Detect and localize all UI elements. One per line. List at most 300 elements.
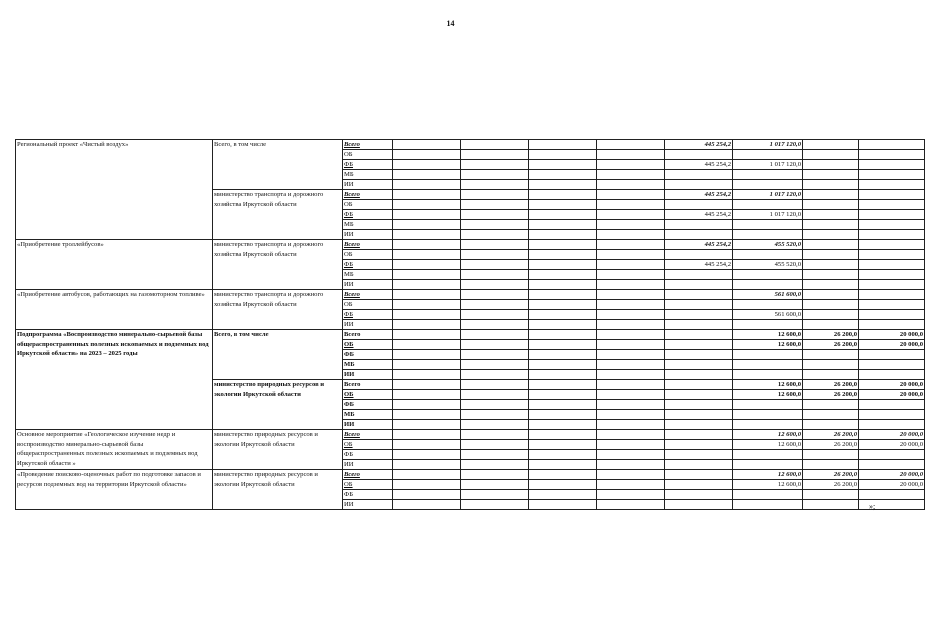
amount-cell [803, 250, 859, 260]
funding-source-cell: ФБ [343, 260, 393, 270]
funding-source-cell: ФБ [343, 210, 393, 220]
funding-source-cell: ОБ [343, 200, 393, 210]
amount-cell [529, 220, 597, 230]
amount-cell: 20 000,0 [859, 480, 925, 490]
funding-source-cell: ИИ [343, 180, 393, 190]
amount-cell [597, 490, 665, 500]
funding-source-cell: Всего [343, 430, 393, 440]
amount-cell [393, 480, 461, 490]
amount-cell: 20 000,0 [859, 390, 925, 400]
amount-cell [597, 340, 665, 350]
amount-cell [733, 230, 803, 240]
amount-cell [461, 400, 529, 410]
closing-mark: »; [869, 502, 876, 511]
funding-source-cell: ФБ [343, 350, 393, 360]
amount-cell [461, 270, 529, 280]
amount-cell: 26 200,0 [803, 470, 859, 480]
amount-cell [461, 480, 529, 490]
amount-cell [859, 210, 925, 220]
amount-cell [393, 470, 461, 480]
amount-cell [393, 160, 461, 170]
amount-cell: 20 000,0 [859, 440, 925, 450]
amount-cell [859, 260, 925, 270]
amount-cell [733, 500, 803, 510]
amount-cell [597, 230, 665, 240]
executor-cell: министерство природных ресурсов и экологии Иркутской области [213, 430, 343, 470]
amount-cell [733, 420, 803, 430]
amount-cell: 26 200,0 [803, 330, 859, 340]
amount-cell [803, 240, 859, 250]
amount-cell [665, 440, 733, 450]
amount-cell [803, 450, 859, 460]
executor-cell: министерство транспорта и дорожного хозяйства Иркутской области [213, 190, 343, 240]
funding-source-cell: ОБ [343, 150, 393, 160]
amount-cell [393, 350, 461, 360]
amount-cell: 445 254,2 [665, 190, 733, 200]
amount-cell: 1 017 120,0 [733, 160, 803, 170]
amount-cell [665, 230, 733, 240]
amount-cell [733, 350, 803, 360]
amount-cell: 561 600,0 [733, 290, 803, 300]
amount-cell [597, 260, 665, 270]
amount-cell: 561 600,0 [733, 310, 803, 320]
amount-cell [859, 450, 925, 460]
program-cell: «Приобретение автобусов, работающих на газомоторном топливе» [16, 290, 213, 330]
amount-cell [393, 390, 461, 400]
amount-cell [529, 330, 597, 340]
amount-cell [461, 500, 529, 510]
amount-cell [859, 180, 925, 190]
amount-cell [665, 500, 733, 510]
amount-cell [529, 160, 597, 170]
amount-cell [529, 250, 597, 260]
amount-cell [529, 480, 597, 490]
table-row [16, 430, 925, 440]
amount-cell [461, 230, 529, 240]
amount-cell [461, 160, 529, 170]
amount-cell [665, 280, 733, 290]
amount-cell: 26 200,0 [803, 430, 859, 440]
amount-cell [665, 430, 733, 440]
amount-cell [859, 280, 925, 290]
program-cell: Региональный проект «Чистый воздух» [16, 140, 213, 240]
funding-source-cell: ИИ [343, 320, 393, 330]
executor-cell: министерство природных ресурсов и экологии Иркутской области [213, 470, 343, 510]
amount-cell [529, 440, 597, 450]
amount-cell [665, 340, 733, 350]
amount-cell [597, 190, 665, 200]
amount-cell [597, 320, 665, 330]
amount-cell [393, 270, 461, 280]
amount-cell: 12 600,0 [733, 380, 803, 390]
amount-cell: 445 254,2 [665, 240, 733, 250]
amount-cell [461, 300, 529, 310]
funding-source-cell: ОБ [343, 300, 393, 310]
table-row [16, 330, 925, 340]
amount-cell [461, 360, 529, 370]
amount-cell [461, 250, 529, 260]
amount-cell [393, 420, 461, 430]
amount-cell [803, 360, 859, 370]
amount-cell [803, 290, 859, 300]
table-row [16, 140, 925, 150]
amount-cell [393, 220, 461, 230]
amount-cell [665, 200, 733, 210]
table-body [16, 140, 925, 510]
funding-source-cell: Всего [343, 290, 393, 300]
funding-source-cell: ИИ [343, 370, 393, 380]
amount-cell [665, 150, 733, 160]
amount-cell [393, 330, 461, 340]
amount-cell [393, 500, 461, 510]
amount-cell [803, 180, 859, 190]
amount-cell [529, 450, 597, 460]
amount-cell [733, 360, 803, 370]
amount-cell [393, 260, 461, 270]
amount-cell: 20 000,0 [859, 470, 925, 480]
amount-cell [597, 330, 665, 340]
amount-cell: 12 600,0 [733, 480, 803, 490]
amount-cell: 26 200,0 [803, 380, 859, 390]
amount-cell [803, 170, 859, 180]
funding-source-cell: ИИ [343, 500, 393, 510]
amount-cell [859, 310, 925, 320]
amount-cell [665, 460, 733, 470]
amount-cell [461, 320, 529, 330]
amount-cell [597, 470, 665, 480]
amount-cell [597, 420, 665, 430]
funding-source-cell: МБ [343, 270, 393, 280]
funding-source-cell: ОБ [343, 250, 393, 260]
executor-cell: министерство транспорта и дорожного хозяйства Иркутской области [213, 240, 343, 290]
amount-cell [529, 380, 597, 390]
amount-cell [597, 310, 665, 320]
amount-cell [665, 480, 733, 490]
amount-cell: 12 600,0 [733, 390, 803, 400]
amount-cell [597, 290, 665, 300]
amount-cell [529, 370, 597, 380]
amount-cell [461, 450, 529, 460]
amount-cell [597, 410, 665, 420]
budget-table [15, 139, 925, 510]
amount-cell [461, 460, 529, 470]
amount-cell [859, 460, 925, 470]
amount-cell [393, 320, 461, 330]
funding-source-cell: ОБ [343, 480, 393, 490]
amount-cell [665, 420, 733, 430]
amount-cell [393, 180, 461, 190]
amount-cell [665, 400, 733, 410]
amount-cell [733, 280, 803, 290]
amount-cell [665, 470, 733, 480]
amount-cell [733, 180, 803, 190]
amount-cell [803, 220, 859, 230]
amount-cell [597, 360, 665, 370]
amount-cell [859, 200, 925, 210]
amount-cell: 12 600,0 [733, 470, 803, 480]
amount-cell [665, 290, 733, 300]
amount-cell [665, 250, 733, 260]
amount-cell [597, 180, 665, 190]
funding-source-cell: Всего [343, 140, 393, 150]
amount-cell [859, 290, 925, 300]
amount-cell [461, 280, 529, 290]
amount-cell [529, 410, 597, 420]
amount-cell [461, 210, 529, 220]
amount-cell: 26 200,0 [803, 340, 859, 350]
amount-cell [529, 300, 597, 310]
amount-cell [597, 170, 665, 180]
amount-cell: 12 600,0 [733, 340, 803, 350]
amount-cell [393, 430, 461, 440]
funding-source-cell: Всего [343, 240, 393, 250]
amount-cell: 445 254,2 [665, 260, 733, 270]
amount-cell [859, 220, 925, 230]
program-cell: Основное мероприятие «Геологическое изучение недр и воспроизводство минерально-сырьевой базы общераспространенных полезных ископаемых и подземных вод Иркутской области » [16, 430, 213, 470]
amount-cell [393, 360, 461, 370]
amount-cell [665, 170, 733, 180]
amount-cell [393, 140, 461, 150]
executor-cell: министерство природных ресурсов и экологии Иркутской области [213, 380, 343, 430]
amount-cell: 20 000,0 [859, 340, 925, 350]
amount-cell [597, 480, 665, 490]
amount-cell [597, 210, 665, 220]
amount-cell [461, 180, 529, 190]
amount-cell [529, 310, 597, 320]
amount-cell [859, 240, 925, 250]
amount-cell [597, 140, 665, 150]
amount-cell [803, 160, 859, 170]
amount-cell [461, 440, 529, 450]
amount-cell [529, 320, 597, 330]
amount-cell [461, 370, 529, 380]
amount-cell [859, 320, 925, 330]
amount-cell [803, 500, 859, 510]
amount-cell: 26 200,0 [803, 390, 859, 400]
funding-source-cell: ФБ [343, 490, 393, 500]
amount-cell [803, 230, 859, 240]
amount-cell [803, 320, 859, 330]
amount-cell [461, 340, 529, 350]
table-row [16, 470, 925, 480]
amount-cell [393, 250, 461, 260]
amount-cell [393, 150, 461, 160]
amount-cell: 1 017 120,0 [733, 210, 803, 220]
amount-cell [529, 500, 597, 510]
amount-cell [461, 350, 529, 360]
amount-cell [733, 320, 803, 330]
amount-cell [733, 270, 803, 280]
amount-cell [803, 150, 859, 160]
program-cell: «Проведение поисково-оценочных работ по подготовке запасов и ресурсов подземных вод на территории Иркутской области» [16, 470, 213, 510]
amount-cell [529, 150, 597, 160]
amount-cell [529, 190, 597, 200]
amount-cell [665, 330, 733, 340]
amount-cell [803, 400, 859, 410]
amount-cell [597, 220, 665, 230]
amount-cell [665, 270, 733, 280]
amount-cell [803, 140, 859, 150]
amount-cell [859, 270, 925, 280]
funding-source-cell: МБ [343, 360, 393, 370]
amount-cell [393, 200, 461, 210]
amount-cell [859, 410, 925, 420]
amount-cell: 445 254,2 [665, 160, 733, 170]
amount-cell [803, 410, 859, 420]
funding-source-cell: ИИ [343, 460, 393, 470]
funding-source-cell: ОБ [343, 340, 393, 350]
amount-cell [597, 300, 665, 310]
amount-cell [665, 360, 733, 370]
amount-cell [803, 420, 859, 430]
amount-cell: 445 254,2 [665, 210, 733, 220]
amount-cell [803, 300, 859, 310]
amount-cell: 445 254,2 [665, 140, 733, 150]
amount-cell [665, 490, 733, 500]
amount-cell [859, 300, 925, 310]
amount-cell [461, 240, 529, 250]
amount-cell [859, 170, 925, 180]
amount-cell [461, 410, 529, 420]
funding-source-cell: ОБ [343, 390, 393, 400]
amount-cell [393, 490, 461, 500]
amount-cell: 1 017 120,0 [733, 140, 803, 150]
amount-cell [859, 150, 925, 160]
funding-source-cell: Всего [343, 190, 393, 200]
amount-cell [665, 450, 733, 460]
amount-cell [733, 170, 803, 180]
funding-source-cell: ОБ [343, 440, 393, 450]
table-row [16, 240, 925, 250]
amount-cell [859, 420, 925, 430]
amount-cell [665, 300, 733, 310]
amount-cell [461, 490, 529, 500]
amount-cell: 1 017 120,0 [733, 190, 803, 200]
amount-cell [597, 450, 665, 460]
program-cell: Подпрограмма «Воспроизводство минерально-сырьевой базы общераспространенных полезных ископаемых и подземных вод Иркутской области» на 2023 – 2025 годы [16, 330, 213, 430]
amount-cell [461, 260, 529, 270]
amount-cell [393, 280, 461, 290]
amount-cell [597, 440, 665, 450]
amount-cell [461, 430, 529, 440]
amount-cell [803, 370, 859, 380]
amount-cell: 20 000,0 [859, 330, 925, 340]
amount-cell [665, 310, 733, 320]
amount-cell [529, 200, 597, 210]
amount-cell [803, 190, 859, 200]
amount-cell [529, 460, 597, 470]
amount-cell [803, 490, 859, 500]
amount-cell [529, 430, 597, 440]
amount-cell [597, 270, 665, 280]
amount-cell [733, 150, 803, 160]
executor-cell: Всего, в том числе [213, 140, 343, 190]
amount-cell [859, 230, 925, 240]
amount-cell [393, 210, 461, 220]
amount-cell [859, 160, 925, 170]
amount-cell: 26 200,0 [803, 480, 859, 490]
amount-cell [859, 140, 925, 150]
amount-cell [461, 290, 529, 300]
funding-source-cell: ФБ [343, 450, 393, 460]
amount-cell [665, 410, 733, 420]
funding-source-cell: ИИ [343, 280, 393, 290]
amount-cell [859, 350, 925, 360]
amount-cell [393, 460, 461, 470]
amount-cell [461, 150, 529, 160]
funding-source-cell: ФБ [343, 310, 393, 320]
funding-source-cell: Всего [343, 380, 393, 390]
amount-cell [529, 490, 597, 500]
amount-cell [597, 240, 665, 250]
amount-cell [597, 400, 665, 410]
amount-cell [529, 260, 597, 270]
amount-cell [529, 180, 597, 190]
amount-cell [529, 470, 597, 480]
amount-cell: 455 520,0 [733, 260, 803, 270]
amount-cell [393, 310, 461, 320]
amount-cell [733, 490, 803, 500]
amount-cell [597, 350, 665, 360]
amount-cell [461, 190, 529, 200]
funding-source-cell: ФБ [343, 160, 393, 170]
amount-cell [859, 400, 925, 410]
program-cell: «Приобретение троллейбусов» [16, 240, 213, 290]
amount-cell [529, 350, 597, 360]
amount-cell [803, 280, 859, 290]
amount-cell [665, 220, 733, 230]
amount-cell [393, 340, 461, 350]
amount-cell [529, 280, 597, 290]
amount-cell [859, 190, 925, 200]
amount-cell: 20 000,0 [859, 380, 925, 390]
amount-cell [665, 380, 733, 390]
amount-cell [733, 460, 803, 470]
amount-cell [393, 170, 461, 180]
amount-cell [529, 240, 597, 250]
amount-cell [665, 390, 733, 400]
page-number: 14 [446, 19, 455, 28]
amount-cell [665, 350, 733, 360]
amount-cell [859, 490, 925, 500]
amount-cell [461, 200, 529, 210]
funding-source-cell: МБ [343, 410, 393, 420]
amount-cell [803, 210, 859, 220]
amount-cell [597, 150, 665, 160]
amount-cell: 12 600,0 [733, 440, 803, 450]
funding-source-cell: Всего [343, 470, 393, 480]
amount-cell [597, 500, 665, 510]
amount-cell [665, 180, 733, 190]
amount-cell [665, 370, 733, 380]
amount-cell [803, 460, 859, 470]
amount-cell [529, 340, 597, 350]
amount-cell [461, 170, 529, 180]
amount-cell [393, 400, 461, 410]
amount-cell [529, 390, 597, 400]
amount-cell [393, 450, 461, 460]
amount-cell [733, 220, 803, 230]
amount-cell [597, 200, 665, 210]
amount-cell [597, 250, 665, 260]
amount-cell [665, 320, 733, 330]
amount-cell [529, 420, 597, 430]
table-row [16, 290, 925, 300]
amount-cell [393, 230, 461, 240]
amount-cell [461, 220, 529, 230]
amount-cell [461, 470, 529, 480]
amount-cell [803, 310, 859, 320]
